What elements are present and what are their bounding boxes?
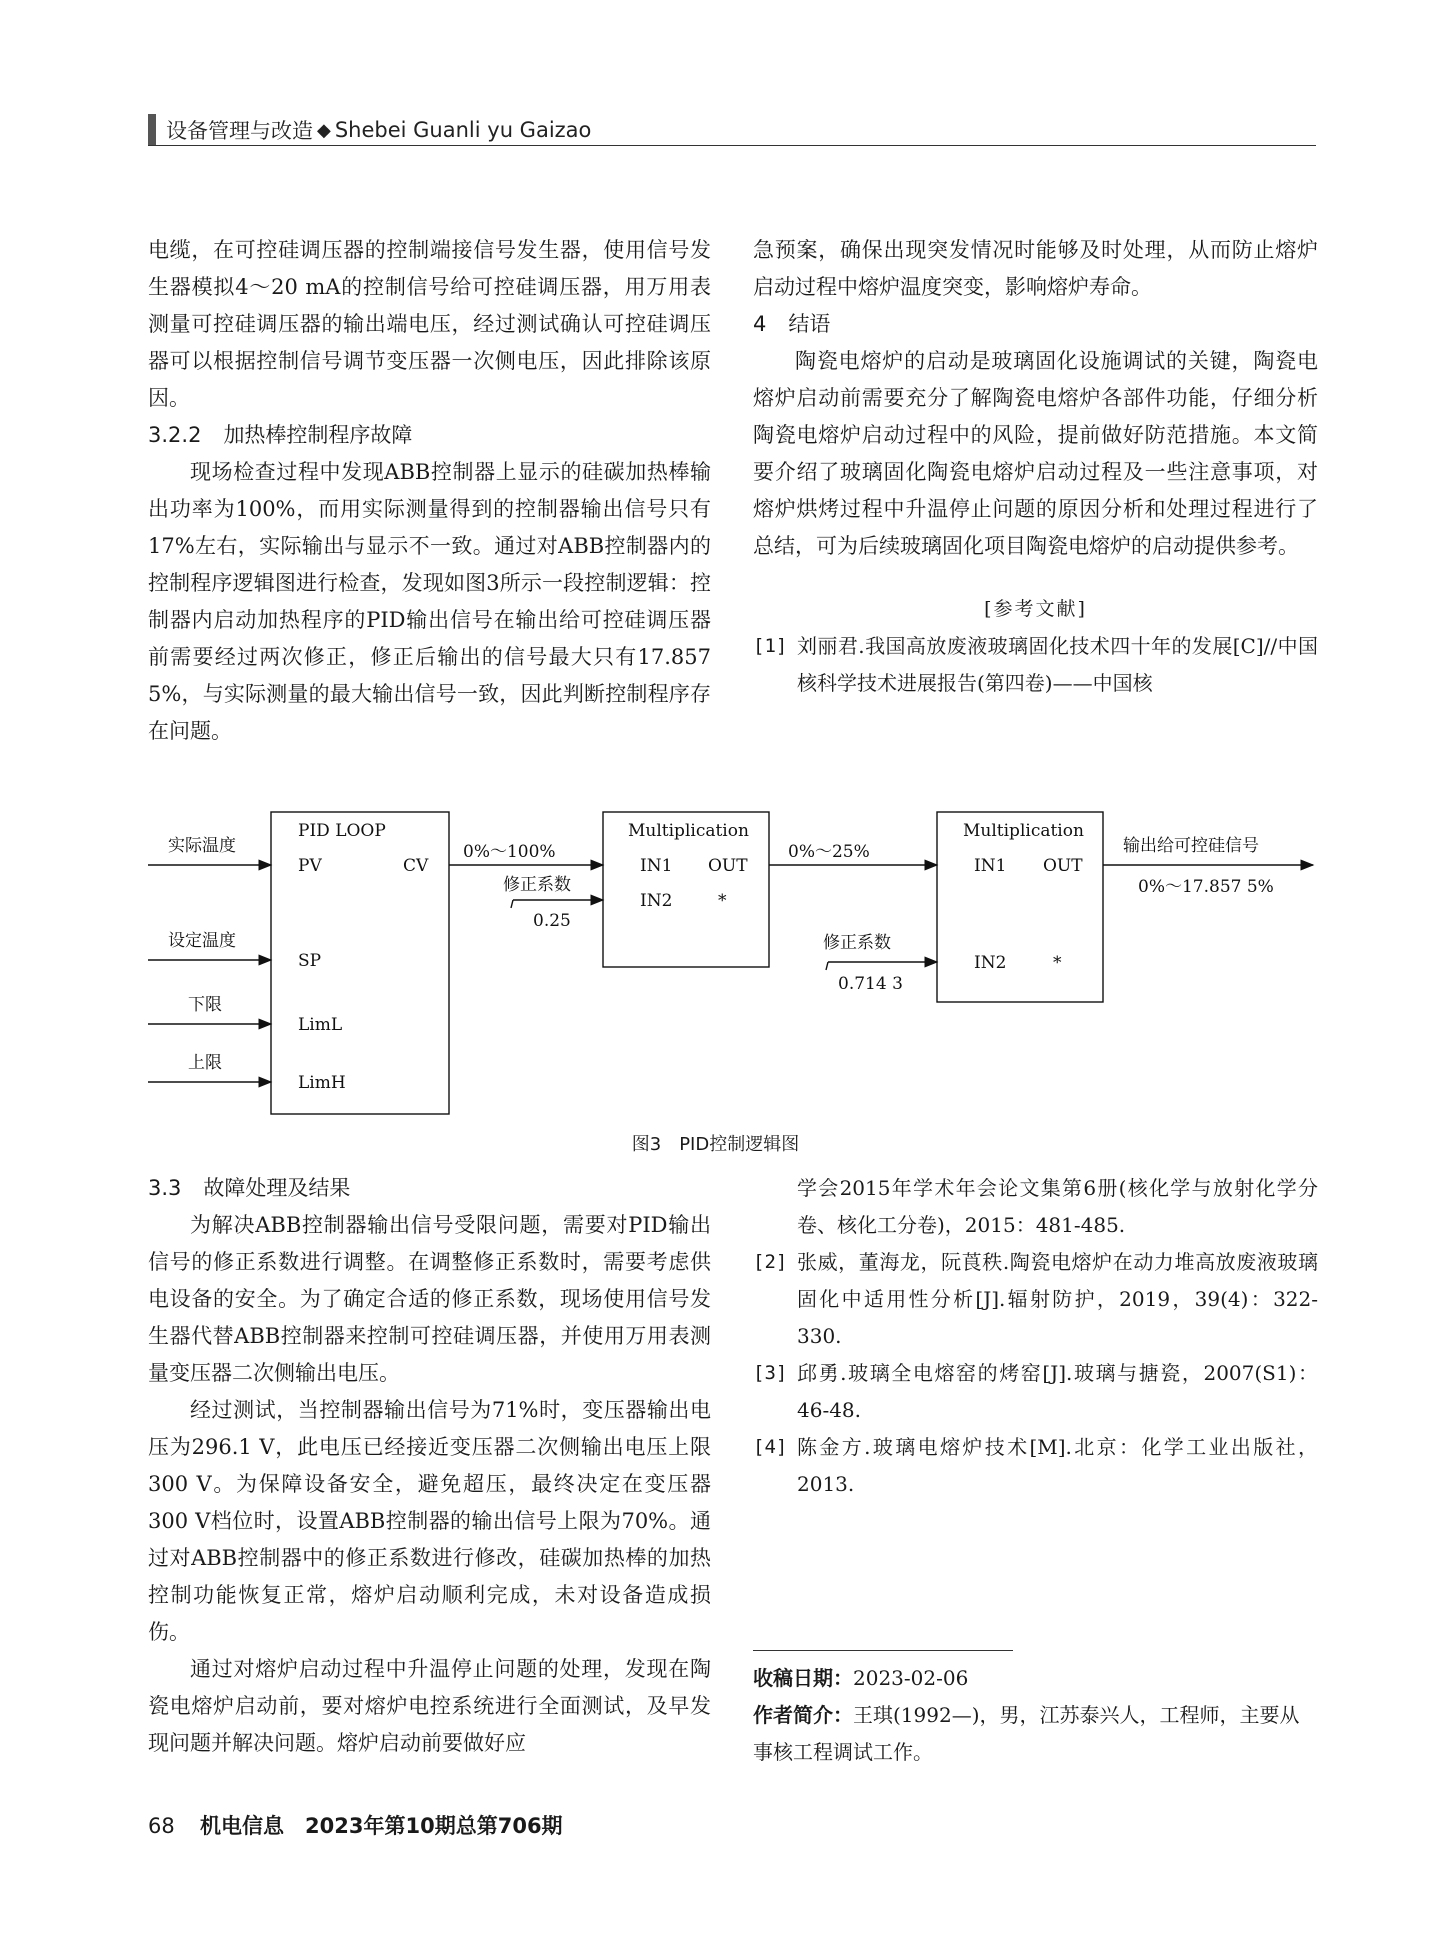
page-number: 68 xyxy=(148,1814,175,1838)
pid-sp: SP xyxy=(298,951,322,971)
section-number: 3.2.2 xyxy=(148,423,202,447)
pid-limh: LimH xyxy=(298,1073,346,1093)
header-bar xyxy=(148,114,156,146)
received-date xyxy=(753,1660,1318,1697)
label-set-temp: 设定温度 xyxy=(168,931,236,951)
section-number: 4 xyxy=(753,312,767,336)
pid-pv: PV xyxy=(298,856,322,876)
coef-value-2: 0.714 3 xyxy=(838,974,903,994)
coef-label-1: 修正系数 xyxy=(503,875,571,895)
header-en: Shebei Guanli yu Gaizao xyxy=(334,118,592,142)
reference-item xyxy=(753,1244,1318,1355)
section-heading xyxy=(148,417,711,454)
paragraph: 陶瓷电熔炉的启动是玻璃固化设施调试的关键，陶瓷电熔炉启动前需要充分了解陶瓷电熔炉各部件功能，仔细分析陶瓷电熔炉启动过程中的风险，提前做好防范措施。本文简要介绍了玻璃固化陶瓷电熔炉启动过程及一些注意事项，对熔炉烘烤过程中升温停止问题的原因分析和处理过程进行了总结，可为后续玻璃固化项目陶瓷电熔炉的启动提供参考。 xyxy=(753,349,1318,558)
header-rule xyxy=(148,145,1316,146)
right-column-bottom xyxy=(753,1170,1318,1503)
figure-caption: 图3 PID控制逻辑图 xyxy=(631,1134,800,1155)
coef-label-2: 修正系数 xyxy=(823,933,891,953)
reference-text: 邱勇.玻璃全电熔窑的烤窑[J].玻璃与搪瓷，2007(S1)：46-48. xyxy=(797,1361,1318,1422)
diamond-icon: ◆ xyxy=(317,119,331,141)
pid-liml: LimL xyxy=(298,1015,343,1035)
paragraph: 经过测试，当控制器输出信号为71%时，变压器输出电压为296.1 V，此电压已经接近变压器二次侧输出电压上限300 V。为保障设备安全，避免超压，最终决定在变压器300 V档位时，设置ABB控制器的输出信号上限为70%。通过对ABB控制器中的修正系数进行修改，硅碳加热棒的加热控制功能恢复正常，熔炉启动顺利完成，未对设备造成损伤。 xyxy=(148,1398,711,1644)
reference-text: 陈金方.玻璃电熔炉技术[M].北京：化学工业出版社，2013. xyxy=(797,1435,1318,1496)
section-title: 结语 xyxy=(788,312,831,336)
section-title: 故障处理及结果 xyxy=(203,1176,351,1200)
signal-range-3: 0%～17.857 5% xyxy=(1138,877,1274,897)
reference-item xyxy=(753,628,1318,702)
mult1-out: OUT xyxy=(708,856,748,876)
coef-value-1: 0.25 xyxy=(533,911,571,931)
left-column-bottom xyxy=(148,1170,711,1762)
reference-number: [1] xyxy=(753,635,788,657)
signal-range-1: 0%～100% xyxy=(463,842,556,862)
coef2-tick xyxy=(826,962,828,970)
mult-title-1: Multiplication xyxy=(628,821,749,841)
paragraph: 为解决ABB控制器输出信号受限问题，需要对PID输出信号的修正系数进行调整。在调整修正系数时，需要考虑供电设备的安全。为了确定合适的修正系数，现场使用信号发生器代替ABB控制器来控制可控硅调压器，并使用万用表测量变压器二次侧输出电压。 xyxy=(148,1213,711,1385)
mult2-star: * xyxy=(1053,953,1062,973)
reference-text: 张威，董海龙，阮莨秩.陶瓷电熔炉在动力堆高放废液玻璃固化中适用性分析[J].辐射防护，2019，39(4)：322-330. xyxy=(797,1250,1318,1348)
reference-item xyxy=(753,1355,1318,1429)
label-low: 下限 xyxy=(188,995,222,1015)
right-column-top xyxy=(753,232,1318,702)
figure-pid-logic xyxy=(148,800,1318,1135)
pid-diagram xyxy=(148,800,1318,1135)
mult1-star: * xyxy=(718,891,727,911)
label-actual-temp: 实际温度 xyxy=(168,836,236,856)
footnote xyxy=(753,1660,1318,1771)
reference-number: [3] xyxy=(753,1362,788,1384)
reference-item xyxy=(753,1429,1318,1503)
page-footer xyxy=(148,1810,563,1840)
author-value: 王琪(1992—)，男，江苏泰兴人，工程师，主要从事核工程调试工作。 xyxy=(753,1703,1300,1764)
mult1-in1: IN1 xyxy=(640,856,673,876)
signal-range-2: 0%～25% xyxy=(788,842,870,862)
mult2-in2: IN2 xyxy=(974,953,1007,973)
received-value: 2023-02-06 xyxy=(853,1666,969,1690)
paragraph: 电缆，在可控硅调压器的控制端接信号发生器，使用信号发生器模拟4～20 mA的控制信号给可控硅调压器，用万用表测量可控硅调压器的输出端电压，经过测试确认可控硅调压器可以根据控制信号调节变压器一次侧电压，因此排除该原因。 xyxy=(148,238,711,410)
pid-cv: CV xyxy=(403,856,429,876)
author-label: 作者简介： xyxy=(753,1703,853,1727)
paragraph: 急预案，确保出现突发情况时能够及时处理，从而防止熔炉启动过程中熔炉温度突变，影响熔炉寿命。 xyxy=(753,238,1318,299)
section-heading xyxy=(753,306,1318,343)
paragraph: 现场检查过程中发现ABB控制器上显示的硅碳加热棒输出功率为100%，而用实际测量得到的控制器输出信号只有17%左右，实际输出与显示不一致。通过对ABB控制器内的控制程序逻辑图进行检查，发现如图3所示一段控制逻辑：控制器内启动加热程序的PID输出信号在输出给可控硅调压器前需要经过两次修正，修正后输出的信号最大只有17.857 5%，与实际测量的最大输出信号一致，因此判断控制程序存在问题。 xyxy=(148,460,711,743)
journal-info: 机电信息 2023年第10期总第706期 xyxy=(200,1814,563,1838)
output-label: 输出给可控硅信号 xyxy=(1123,836,1259,856)
footnote-rule xyxy=(753,1650,1013,1651)
author-bio xyxy=(753,1697,1318,1771)
section-heading xyxy=(148,1170,711,1207)
reference-text: 刘丽君.我国高放废液玻璃固化技术四十年的发展[C]//中国核科学技术进展报告(第四卷)——中国核 xyxy=(797,634,1318,695)
reference-number: [4] xyxy=(753,1436,788,1458)
reference-continuation: 学会2015年学术年会论文集第6册(核化学与放射化学分卷、核化工分卷)，2015：481-485. xyxy=(797,1176,1318,1237)
paragraph: 通过对熔炉启动过程中升温停止问题的处理，发现在陶瓷电熔炉启动前，要对熔炉电控系统进行全面测试，及早发现问题并解决问题。熔炉启动前要做好应 xyxy=(148,1657,711,1755)
mult1-in2: IN2 xyxy=(640,891,673,911)
running-header xyxy=(148,112,591,148)
section-number: 3.3 xyxy=(148,1176,182,1200)
section-title: 加热棒控制程序故障 xyxy=(223,423,413,447)
label-high: 上限 xyxy=(188,1053,222,1073)
received-label: 收稿日期： xyxy=(753,1666,853,1690)
reference-number: [2] xyxy=(753,1251,788,1273)
references-title: [参考文献] xyxy=(984,598,1087,620)
mult2-out: OUT xyxy=(1043,856,1083,876)
mult-title-2: Multiplication xyxy=(963,821,1084,841)
mult2-in1: IN1 xyxy=(974,856,1007,876)
coef1-tick xyxy=(511,900,513,908)
header-cn: 设备管理与改造 xyxy=(166,119,313,143)
pid-title: PID LOOP xyxy=(298,821,386,841)
left-column-top xyxy=(148,232,711,750)
